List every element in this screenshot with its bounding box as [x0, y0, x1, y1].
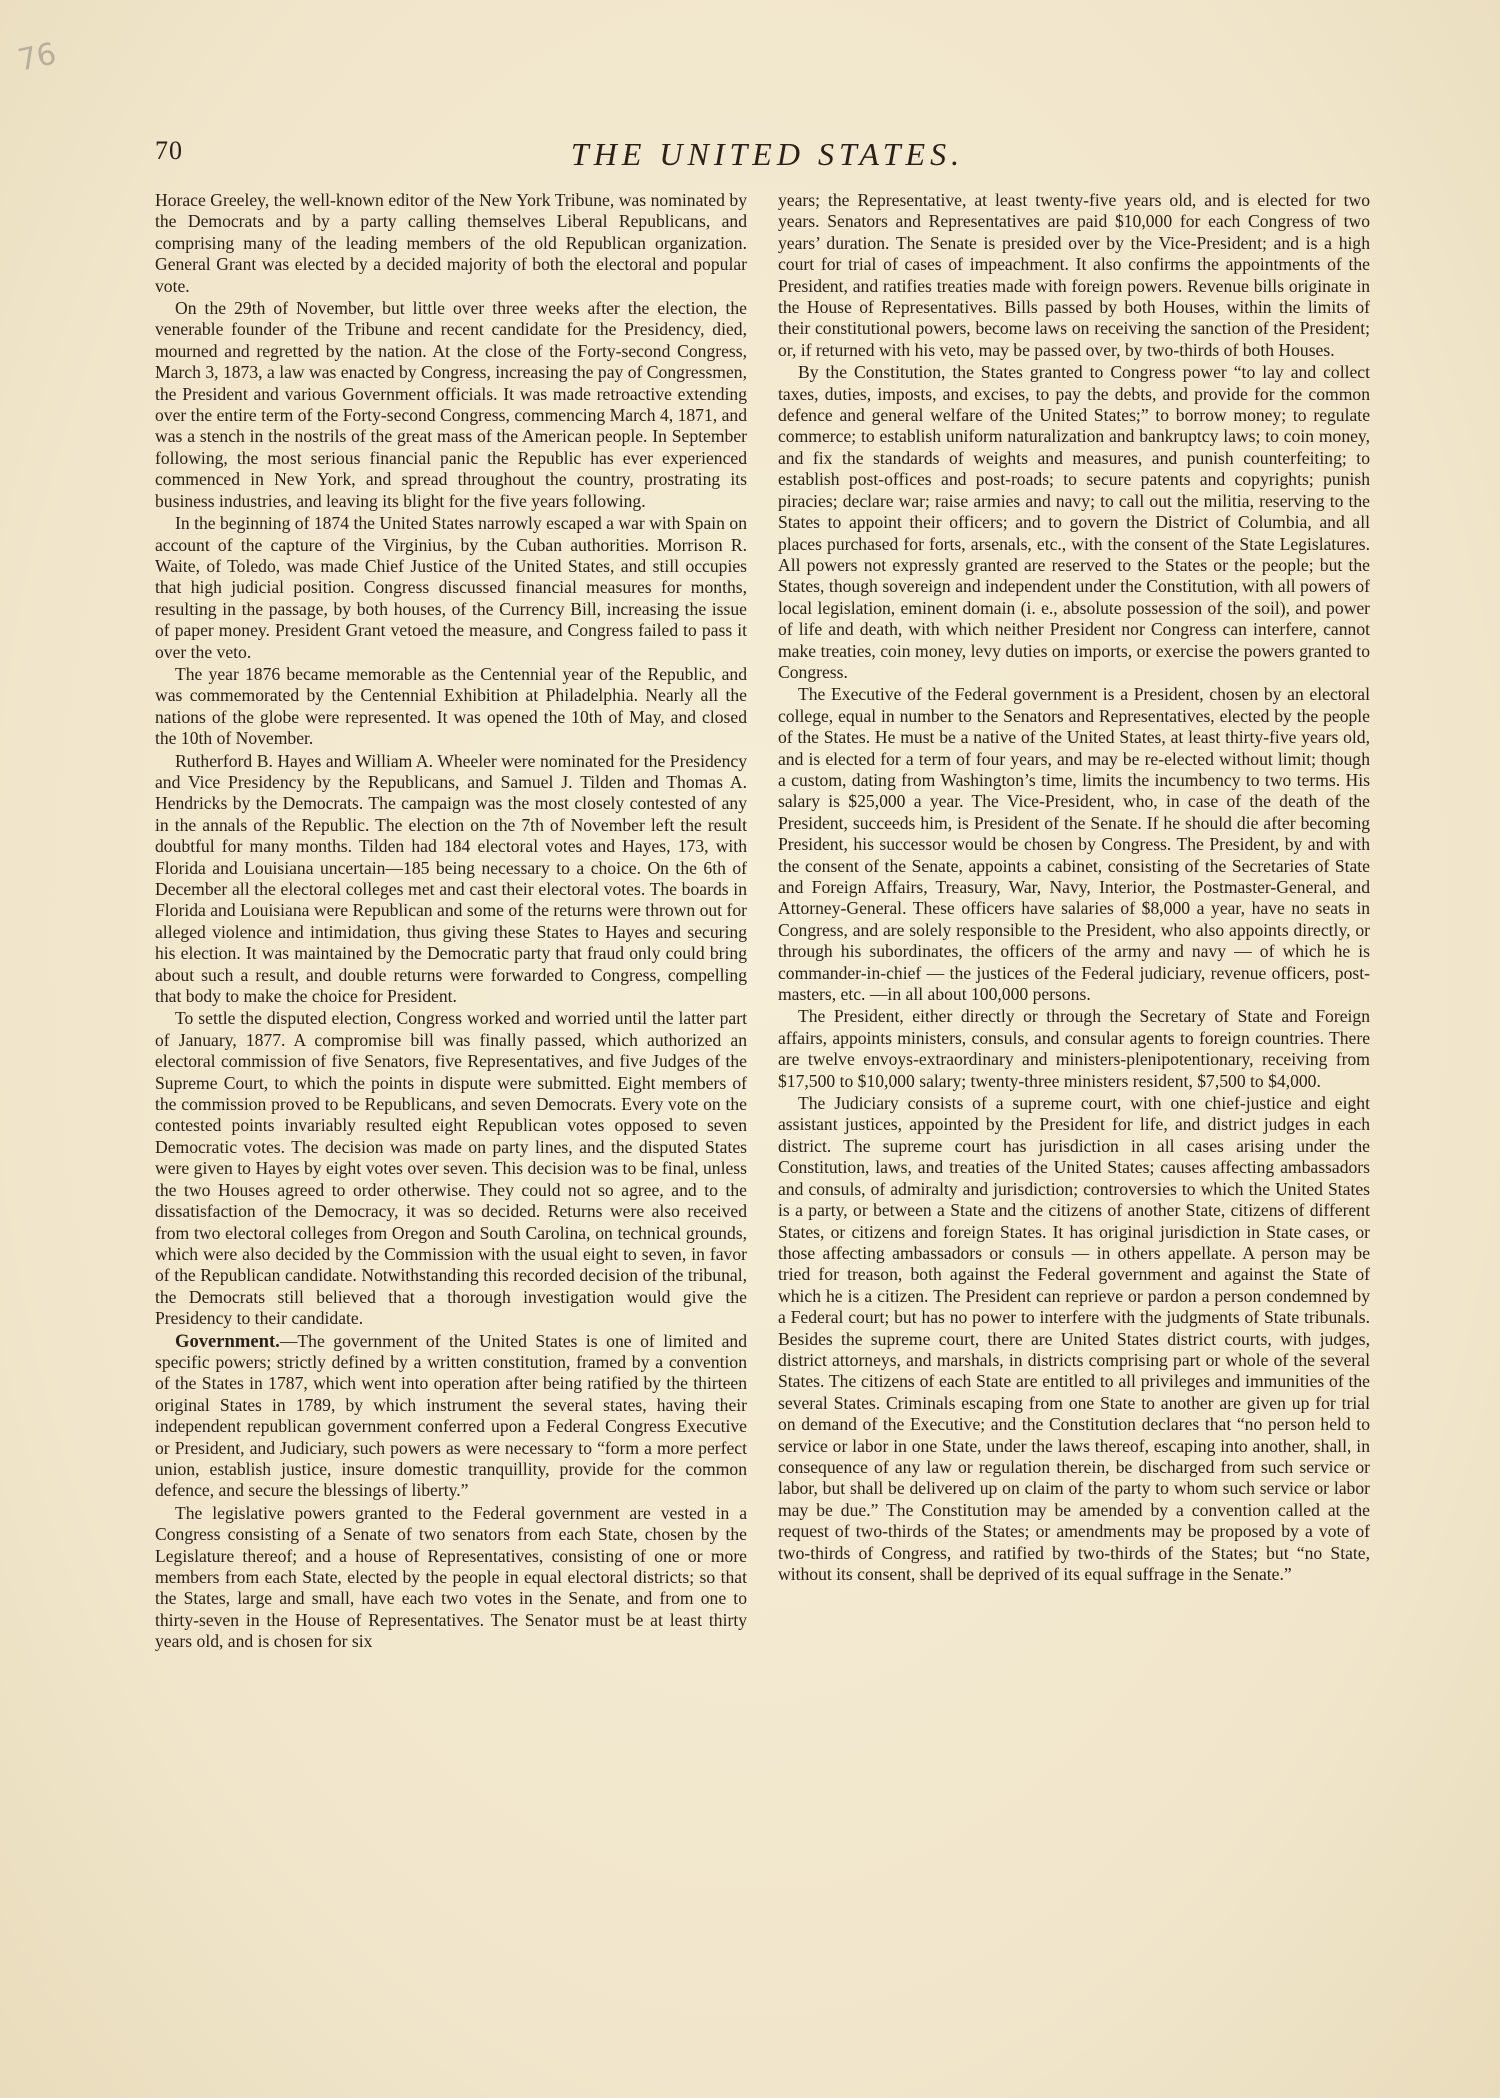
left-column — [155, 190, 747, 1980]
paragraph: On the 29th of November, but little over three weeks after the election, the venerable founder of the Tribune and recent candidate for the Presidency, died, mourned and regretted by the nation. At the close of the Forty-second Congress, March 3, 1873, a law was enacted by Congress, increasing the pay of Congressmen, the President and various Government officials. It was made retroactive extending over the entire term of the Forty-second Congress, commencing March 4, 1871, and was a stench in the nostrils of the great mass of the American people. In September following, the most serious financial panic the Republic has ever experienced commenced in New York, and spread throughout the country, prostrating its business industries, and leaving its blight for the five years following. — [155, 298, 747, 511]
paragraph: years; the Representative, at least twenty-five years old, and is elected for two years. Senators and Representatives are paid $10,000 for each Congress of two years’ duration. The Senate is presided over by the Vice-President; and is a high court for trial of cases of impeachment. It also confirms the appointments of the President, and ratifies treaties made with foreign powers. Revenue bills originate in the House of Representatives. Bills passed by both Houses, within the limits of their constitutional powers, become laws on receiving the sanction of the President; or, if returned with his veto, may be passed over, by two-thirds of both Houses. — [778, 190, 1370, 360]
paragraph-government: Government.—The government of the United States is one of limited and specific powers; strictly defined by a written constitution, framed by a convention of the States in 1787, which went into operation after being ratified by the thirteen original States in 1789, by which instrument the several states, having their independent republican government conferred upon a Federal Congress Executive or President, and Judiciary, such powers as were necessary to “form a more perfect union, establish justice, insure domestic tranquillity, provide for the common defence, and secure the blessings of liberty.” — [155, 1330, 747, 1501]
paragraph: In the beginning of 1874 the United States narrowly escaped a war with Spain on account of the capture of the Virginius, by the Cuban authorities. Morrison R. Waite, of Toledo, was made Chief Justice of the United States, and still occupies that high judicial position. Congress discussed financial measures for months, resulting in the passage, by both houses, of the Currency Bill, increasing the issue of paper money. President Grant vetoed the measure, and Congress failed to pass it over the veto. — [155, 513, 747, 662]
paragraph-government-text: The government of the United States is one of limited and specific powers; strictly defined by a written constitution, framed by a convention of the States in 1787, which went into operation after being ratified by the thirteen original States in 1789, by which instrument the several states, having their independent republican government conferred upon a Federal Congress Executive or President, and Judiciary, such powers as were necessary to “form a more perfect union, establish justice, insure domestic tranquillity, provide for the common defence, and secure the blessings of liberty.” — [155, 1330, 747, 1501]
running-title: THE UNITED STATES. — [570, 136, 965, 172]
paragraph: The legislative powers granted to the Federal government are vested in a Congress consisting of a Senate of two senators from each State, chosen by the Legislature thereof; and a house of Representatives, consisting of one or more members from each State, elected by the people in equal electoral districts; so that the States, large and small, have each two votes in the Senate, and from one to thirty-seven in the House of Representatives. The Senator must be at least thirty years old, and is chosen for six — [155, 1502, 747, 1652]
section-heading-government: Government. — [175, 1330, 280, 1352]
paragraph: By the Constitution, the States granted to Congress power “to lay and collect taxes, duties, imposts, and excises, to pay the debts, and provide for the common defence and general welfare of the United States;” to borrow money; to regulate commerce; to establish uniform naturalization and bankruptcy laws; to coin money, and fix the standards of weights and measures, and punish counterfeiting; to establish post-offices and post-roads; to secure patents and copyrights; punish piracies; declare war; raise armies and navy; to call out the militia, reserving to the States to appoint their officers; and to govern the District of Columbia, and all places purchased for forts, arsenals, etc., with the consent of the State Legislatures. All powers not expressly granted are reserved to the States or the people; but the States, though sovereign and independent under the Constitution, with all powers of local legislation, eminent domain (i. e., absolute possession of the soil), and power of life and death, with which neither President nor Congress can interfere, cannot make treaties, coin money, levy duties on imports, or exercise the powers granted to Congress. — [778, 362, 1370, 682]
page-number: 70 — [155, 136, 183, 165]
right-column — [778, 190, 1370, 1980]
paragraph: The Judiciary consists of a supreme court, with one chief-justice and eight assistant justices, appointed by the President for life, and district judges in each district. The supreme court has jurisdiction in all cases arising under the Constitution, laws, and treaties of the United States; causes affecting ambassadors and consuls, of admiralty and jurisdiction; controversies to which the United States is a party, or between a State and the citizens of another State, citizens of different States, or citizens and foreign States. It has original jurisdiction in State cases, or those affecting ambassadors or consuls — in others appellate. A person may be tried for treason, both against the Federal government and against the State of which he is a citizen. The President can reprieve or pardon a person condemned by a Federal court; but has no power to interfere with the judgments of State tribunals. Besides the supreme court, there are United States district courts, with judges, district attorneys, and marshals, in districts comprising part or whole of the several States. The citizens of each State are entitled to all privileges and immunities of the several States. Criminals escaping from one State to another are given up for trial on demand of the Executive; and the Constitution declares that “no person held to service or labor in one State, under the laws thereof, escaping into another, shall, in consequence of any law or regulation therein, be discharged from such service or labor, but shall be delivered up on claim of the party to whom such service or labor may be due.” The Constitution may be amended by a convention called at the request of two-thirds of the States; or amendments may be proposed by a vote of two-thirds of Congress, and ratified by two-thirds of the States; but “no State, without its consent, shall be deprived of its equal suffrage in the Senate.” — [778, 1093, 1370, 1584]
paragraph: The Executive of the Federal government is a President, chosen by an electoral college, equal in number to the Senators and Representatives, elected by the people of the States. He must be a native of the United States, at least thirty-five years old, and is elected for a term of four years, and may be re-elected without limit; though a custom, dating from Washington’s time, limits the incumbency to two terms. His salary is $25,000 a year. The Vice-President, who, in case of the death of the President, succeeds him, is President of the Senate. If he should die after becoming President, his successor would be chosen by Congress. The President, by and with the consent of the Senate, appoints a cabinet, consisting of the Secretaries of State and Foreign Affairs, Treasury, War, Navy, Interior, the Postmaster-General, and Attorney-General. These officers have salaries of $8,000 a year, have no seats in Congress, and are solely responsible to the President, who also appoints directly, or through his subordinates, the officers of the army and navy — of which he is commander-in-chief — the justices of the Federal judiciary, revenue officers, post-masters, etc. —in all about 100,000 persons. — [778, 684, 1370, 1005]
paragraph: The President, either directly or through the Secretary of State and Foreign affairs, appoints ministers, consuls, and consular agents to foreign countries. There are twelve envoys-extraordinary and ministers-plenipotentionary, receiving from $17,500 to $10,000 salary; twenty-three ministers resident, $7,500 to $4,000. — [778, 1006, 1370, 1091]
running-head — [155, 136, 1380, 176]
pencil-margin-mark: 76 — [14, 36, 60, 79]
paragraph: To settle the disputed election, Congress worked and worried until the latter part of January, 1877. A compromise bill was finally passed, which authorized an electoral commission of five Senators, five Representatives, and five Judges of the Supreme Court, to which the points in dispute were submitted. Eight members of the commission proved to be Republicans, and seven Democrats. Every vote on the contested points invariably resulted eight Republican votes opposed to seven Democratic votes. The decision was made on party lines, and the disputed States were given to Hayes by eight votes over seven. This decision was to be final, unless the two Houses agreed to order otherwise. They could not so agree, and to the dissatisfaction of the Democracy, it was so decided. Returns were also received from two electoral colleges from Oregon and South Carolina, on technical grounds, which were also decided by the Commission with the usual eight to seven, in favor of the Republican candidate. Notwithstanding this recorded decision of the tribunal, the Democrats still believed that a thorough investigation would give the Presidency to their candidate. — [155, 1008, 747, 1329]
paragraph: Horace Greeley, the well-known editor of the New York Tribune, was nominated by the Democrats and by a party calling themselves Liberal Republicans, and comprising many of the leading members of the old Republican organization. General Grant was elected by a decided majority of both the electoral and popular vote. — [155, 190, 747, 296]
paragraph: Rutherford B. Hayes and William A. Wheeler were nominated for the Presidency and Vice Presidency by the Republicans, and Samuel J. Tilden and Thomas A. Hendricks by the Democrats. The campaign was the most closely contested of any in the annals of the Republic. The election on the 7th of November left the result doubtful for many months. Tilden had 184 electoral votes and Hayes, 173, with Florida and Louisiana uncertain—185 being necessary to a choice. On the 6th of December all the electoral colleges met and cast their electoral votes. The boards in Florida and Louisiana were Republican and some of the returns were thrown out for alleged violence and intimidation, thus giving these States to Hayes and securing his election. It was maintained by the Democratic party that fraud only could bring about such a result, and double returns were forwarded to Congress, compelling that body to make the choice for President. — [155, 750, 747, 1007]
paragraph: The year 1876 became memorable as the Centennial year of the Republic, and was commemorated by the Centennial Exhibition at Philadelphia. Nearly all the nations of the globe were represented. It was opened the 10th of May, and closed the 10th of November. — [155, 663, 747, 749]
